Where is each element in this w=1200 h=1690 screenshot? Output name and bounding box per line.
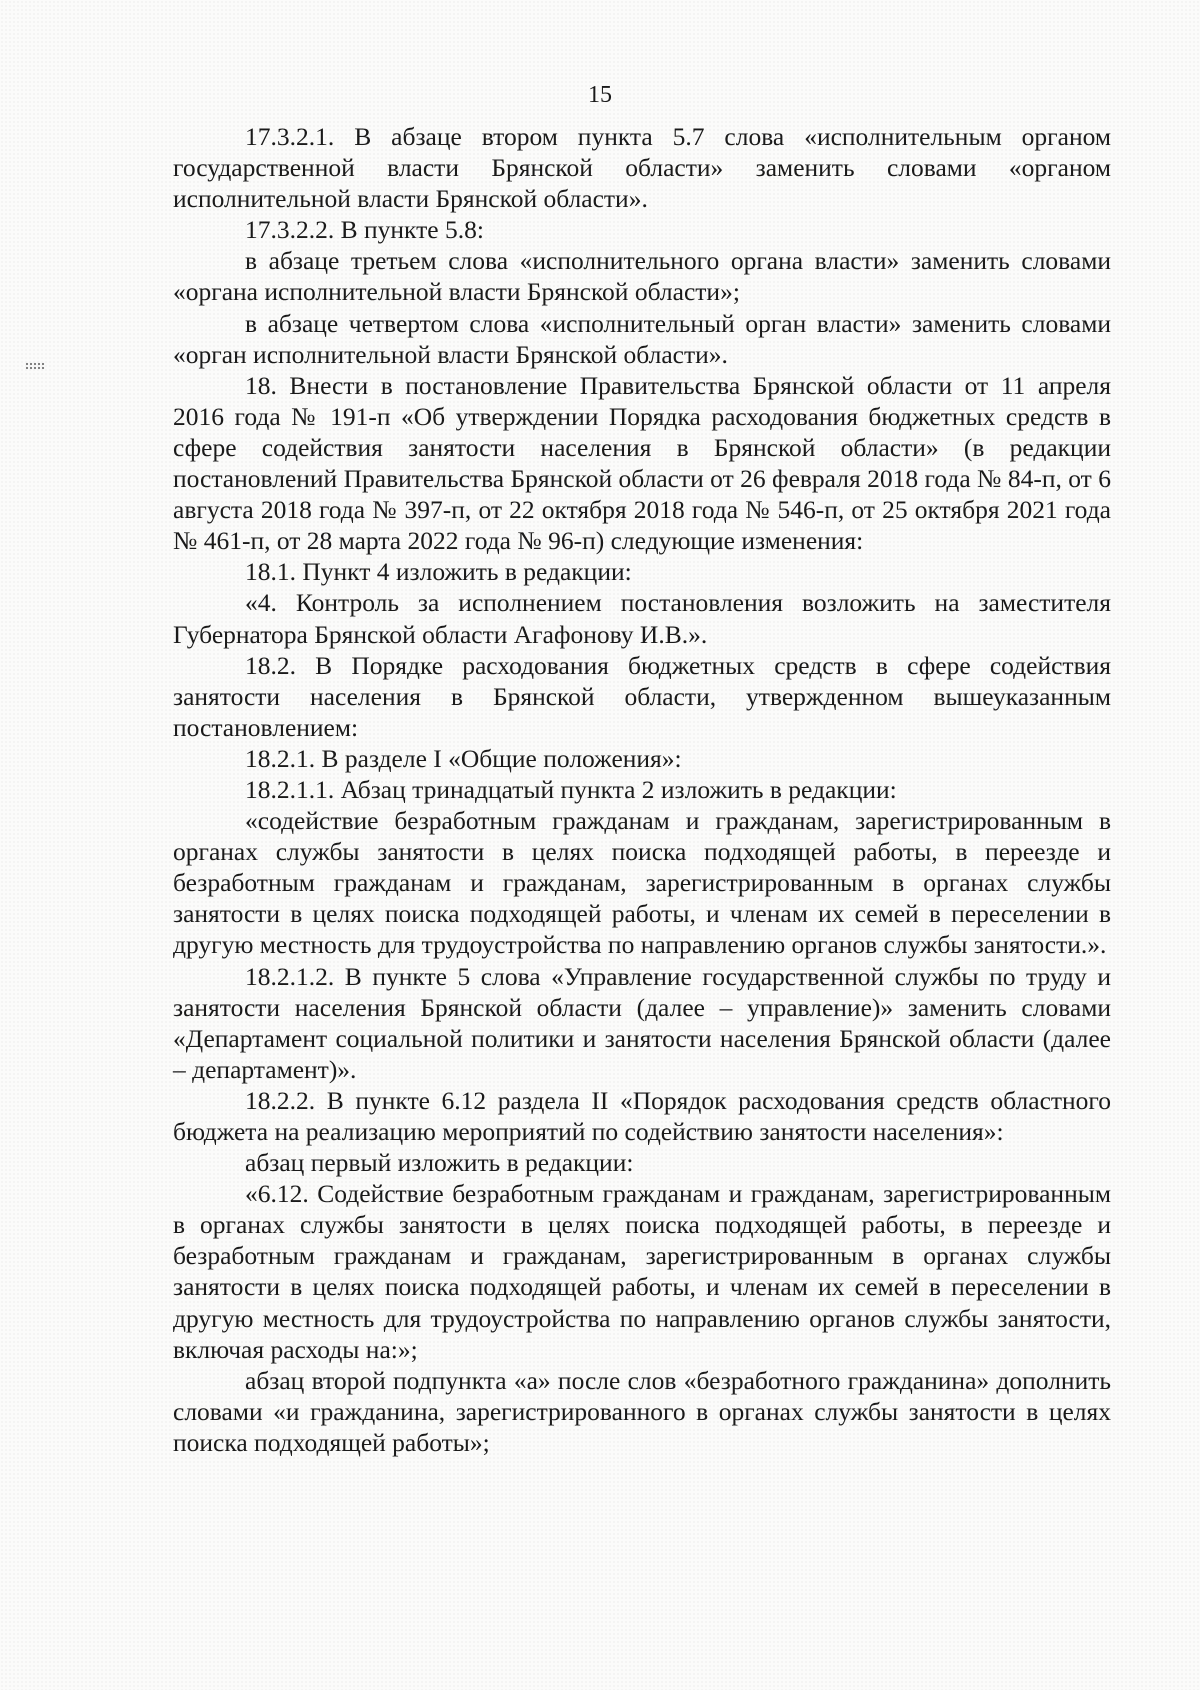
paragraph-17-3-2-1: 17.3.2.1. В абзаце втором пункта 5.7 слова «исполнительным органом государственной власти Брянской области» заменить словами «органом исполнительной власти Брянской области». <box>173 122 1111 214</box>
paragraph-18-2-2: 18.2.2. В пункте 6.12 раздела II «Порядок расходования средств областного бюджета на реализацию мероприятий по содействию занятости населения»: <box>173 1085 1111 1146</box>
paragraph-18-2-1: 18.2.1. В разделе I «Общие положения»: <box>245 743 682 773</box>
paragraph-17-3-2-2: 17.3.2.2. В пункте 5.8: <box>245 215 484 245</box>
paragraph-18-1: 18.1. Пункт 4 изложить в редакции: <box>245 557 632 587</box>
paragraph-abzac-pervyj: абзац первый изложить в редакции: <box>245 1148 634 1178</box>
paragraph-6-12-quote: «6.12. Содействие безработным гражданам и гражданам, зарегистрированным в органах службы занятости в целях поиска подходящей работы, в переезде и безработным гражданам и гражданам, зарегистрированным в органах службы занятости в целях поиска подходящей работы, и членам их семей в переселении в другую местность для трудоустройства по направлению органов службы занятости, включая расходы на:»; <box>173 1179 1111 1364</box>
paragraph-abzac-tretij: в абзаце третьем слова «исполнительного органа власти» заменить словами «органа исполнительной власти Брянской области»; <box>173 246 1111 307</box>
document-body <box>173 121 1111 1458</box>
paragraph-punkt-4-text: «4. Контроль за исполнением постановления возложить на заместителя Губернатора Брянской области Агафонову И.В.». <box>173 588 1111 649</box>
page-number: 15 <box>588 82 612 108</box>
paragraph-18-2: 18.2. В Порядке расходования бюджетных средств в сфере содействия занятости населения в Брянской области, утвержденном вышеуказанным постановлением: <box>173 650 1111 742</box>
paragraph-18: 18. Внести в постановление Правительства Брянской области от 11 апреля 2016 года № 191-п «Об утверждении Порядка расходования бюджетных средств в сфере содействия занятости населения в Брянской области» (в редакции постановлений Правительства Брянской области от 26 февраля 2018 года № 84-п, от 6 августа 2018 года № 397-п, от 22 октября 2018 года № 546-п, от 25 октября 2021 года № 461-п, от 28 марта 2022 года № 96-п) следующие изменения: <box>173 370 1111 556</box>
paragraph-abzac-vtoroj: абзац второй подпункта «а» после слов «безработного гражданина» дополнить словами «и гражданина, зарегистрированного в органах службы занятости в целях поиска подходящей работы»; <box>173 1365 1111 1457</box>
paragraph-18-2-1-2: 18.2.1.2. В пункте 5 слова «Управление государственной службы по труду и занятости населения Брянской области (далее – управление)» заменить словами «Департамент социальной политики и занятости населения Брянской области (далее – департамент)». <box>173 961 1111 1084</box>
scan-speckle <box>25 362 45 370</box>
paragraph-sodejstvie-quote: «содействие безработным гражданам и гражданам, зарегистрированным в органах службы занятости в целях поиска подходящей работы, в переезде и безработным гражданам и гражданам, зарегистрированным в органах службы занятости в целях поиска подходящей работы, и членам их семей в переселении в другую местность для трудоустройства по направлению органов службы занятости.». <box>173 806 1111 960</box>
paragraph-abzac-chetvertyj: в абзаце четвертом слова «исполнительный орган власти» заменить словами «орган исполнительной власти Брянской области». <box>173 308 1111 369</box>
paragraph-18-2-1-1: 18.2.1.1. Абзац тринадцатый пункта 2 изложить в редакции: <box>245 774 897 804</box>
